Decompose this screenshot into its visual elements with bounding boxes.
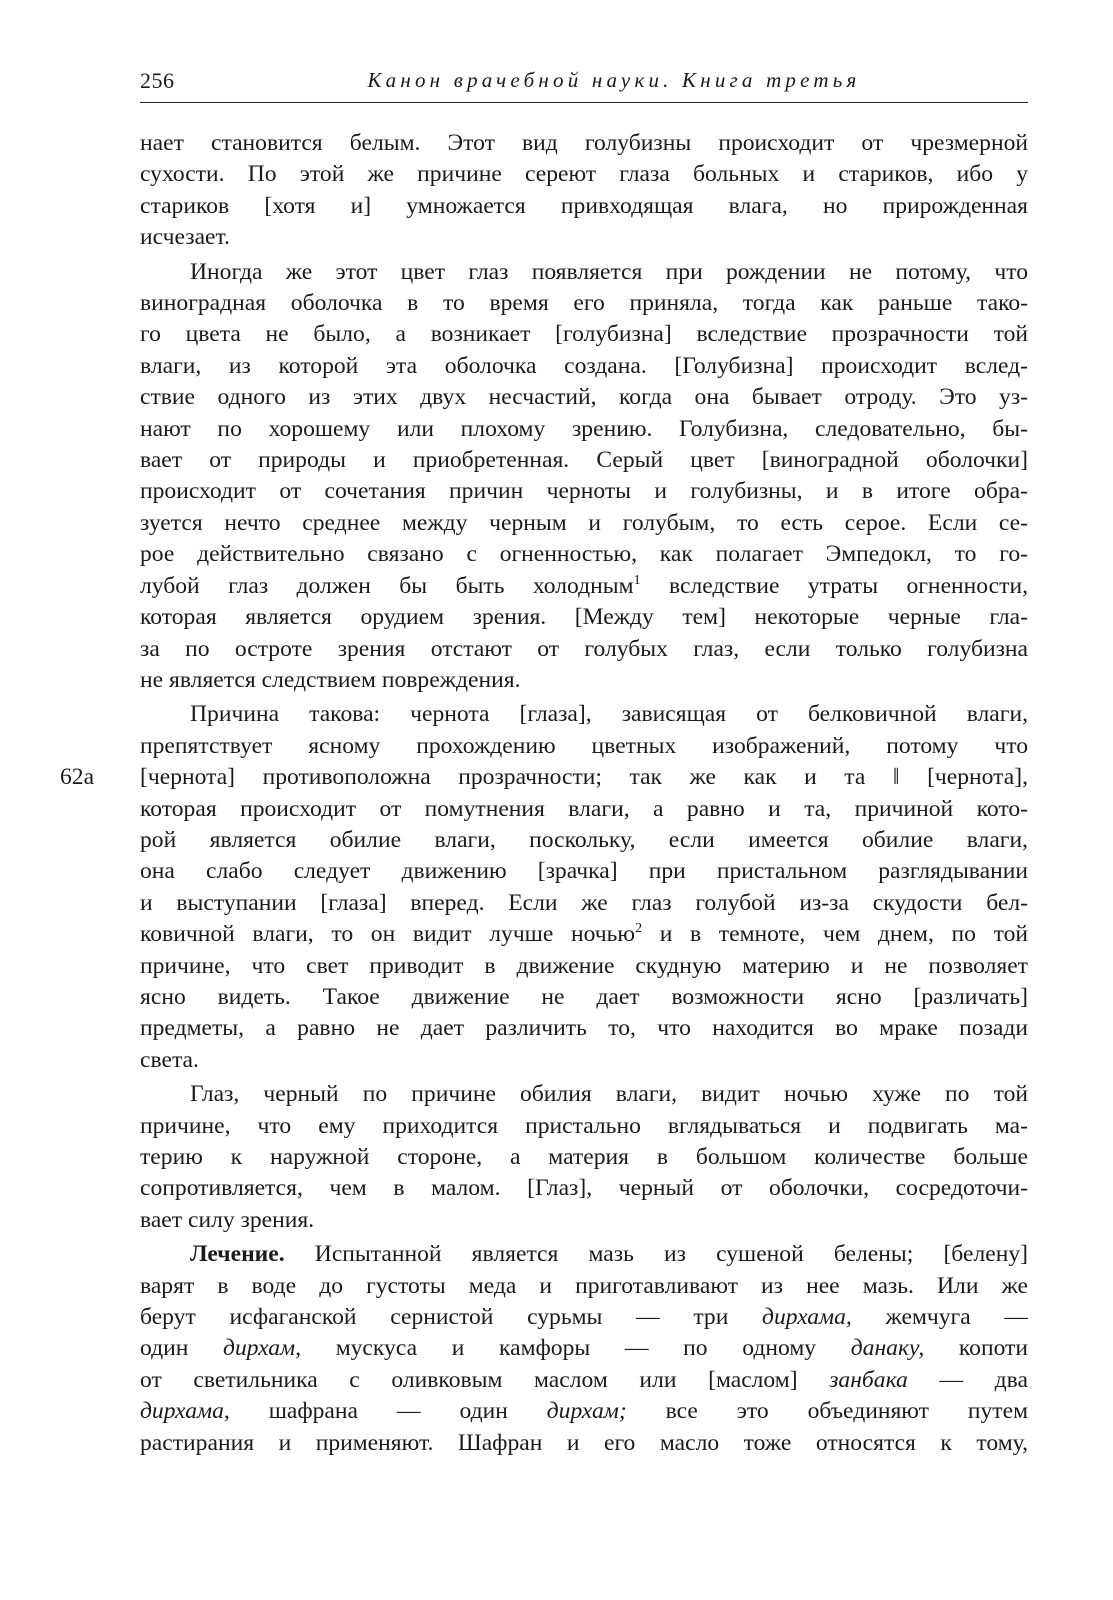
line-text: вследствие утраты огненности,: [640, 572, 1028, 599]
text-line: вает от природы и приобретенная. Серый цвет [виноградной оболочки]: [140, 447, 1028, 474]
text-line: Иногда же этот цвет глаз появляется при рождении не потому, что: [190, 258, 1028, 285]
text-line: нают по хорошему или плохому зрению. Голубизна, следовательно, бы-: [140, 415, 1028, 442]
text-line: [140, 1302, 1028, 1333]
line-text: Испытанной является мазь из сушеной белены; [белену]: [284, 1241, 1028, 1268]
text-line: терию к наружной стороне, а материя в большом количестве больше: [140, 1144, 1028, 1170]
italic-term: дирхама,: [140, 1398, 230, 1425]
text-line: сухости. По этой же причине сереют глаза больных и стариков, ибо у: [140, 161, 1028, 188]
page-header: [140, 62, 1028, 103]
text-line: ясно видеть. Такое движение не дает возможности ясно [различать]: [140, 983, 1028, 1010]
line-text: берут исфаганской сернистой сурьмы — три: [140, 1304, 763, 1331]
text-line: Причина такова: чернота [глаза], зависящая от белковичной влаги,: [190, 701, 1028, 728]
italic-term: занбака: [829, 1366, 908, 1393]
italic-term: данаку,: [850, 1335, 925, 1362]
italic-term: дирхам,: [223, 1335, 302, 1362]
text-line: которая происходит от помутнения влаги, а равно и та, причиной кото-: [140, 795, 1028, 822]
paragraph: [140, 257, 1028, 697]
paragraph-treatment: [140, 1239, 1028, 1459]
text-line: [140, 1333, 1028, 1364]
text-line: она слабо следует движению [зрачка] при пристальном разглядывании: [140, 858, 1028, 885]
text-line: вает силу зрения.: [140, 1206, 315, 1233]
text-line: рое действительно связано с огненностью, как полагает Эмпедокл, то го-: [140, 541, 1028, 568]
line-text: [чернота] противоположна прозрачности; так же как и та ‖ [чернота],: [140, 764, 1028, 791]
line-text: мускуса и камфоры — по одному: [301, 1335, 851, 1362]
text-line: варят в воде до густоты меда и приготавливают из нее мазь. Или же: [140, 1272, 1028, 1299]
italic-term: дирхам;: [546, 1398, 627, 1425]
text-line: не является следствием повреждения.: [140, 666, 521, 693]
text-line: влаги, из которой эта оболочка создана. [Голубизна] происходит вслед-: [140, 352, 1028, 379]
text-line: нает становится белым. Этот вид голубизны происходит от чрезмерной: [140, 130, 1028, 156]
italic-term: дирхама,: [762, 1304, 852, 1331]
text-line: [140, 1239, 1028, 1270]
paragraph: [140, 128, 1028, 254]
text-line: Глаз, черный по причине обилия влаги, видит ночью хуже по той: [190, 1081, 1028, 1108]
line-text: жемчуга —: [851, 1304, 1028, 1331]
line-text: от светильника с оливковым маслом или [маслом]: [140, 1366, 830, 1393]
text-line: препятствует ясному прохождению цветных изображений, потому что: [140, 732, 1028, 759]
text-line: растирания и применяют. Шафран и его масло тоже относятся к тому,: [140, 1429, 1028, 1456]
section-heading: Лечение.: [190, 1241, 285, 1268]
text-line: которая является орудием зрения. [Между тем] некоторые черные гла-: [140, 604, 1028, 631]
text-line: причине, что свет приводит в движение скудную материю и не позволяет: [140, 952, 1028, 979]
text-line-with-margin-marker: [60, 762, 1028, 793]
text-line: исчезает.: [140, 224, 230, 251]
text-line-with-footnote: [140, 571, 1028, 602]
text-line: [140, 1396, 1028, 1427]
line-text: и в темноте, чем днем, по той: [642, 921, 1029, 948]
margin-marker: 62a: [60, 764, 95, 791]
page-body: [60, 128, 1029, 1462]
text-line: и выступании [глаза] вперед. Если же глаз голубой из-за скудости бел-: [140, 889, 1028, 916]
text-line: предметы, а равно не дает различить то, что находится во мраке позади: [140, 1015, 1028, 1042]
page-number: 256: [140, 68, 175, 93]
text-line-with-footnote: [140, 919, 1028, 950]
text-line: сопротивляется, чем в малом. [Глаз], черный от оболочки, сосредоточи-: [140, 1175, 1028, 1202]
text-line: [140, 1365, 1028, 1396]
line-text: — два: [907, 1366, 1028, 1393]
text-line: причине, что ему приходится пристально вглядываться и подвигать ма-: [140, 1112, 1028, 1139]
line-text: лубой глаз должен бы быть холодным: [140, 572, 634, 599]
text-line: за по остроте зрения отстают от голубых глаз, если только голубизна: [140, 635, 1028, 662]
line-text: копоти: [924, 1335, 1028, 1362]
running-title: Канон врачебной науки. Книга третья: [367, 68, 861, 92]
text-line: виноградная оболочка в то время его приняла, тогда как раньше тако-: [140, 290, 1028, 317]
text-line: света.: [140, 1046, 199, 1073]
text-line: ствие одного из этих двух несчастий, когда она бывает отроду. Это уз-: [140, 384, 1028, 411]
text-line: зуется нечто среднее между черным и голубым, то есть серое. Если се-: [140, 509, 1028, 536]
line-text: ковичной влаги, то он видит лучше ночью: [140, 921, 636, 948]
line-text: один: [140, 1335, 224, 1362]
text-line: го цвета не было, а возникает [голубизна] вследствие прозрачности той: [140, 321, 1028, 348]
text-line: стариков [хотя и] умножается привходящая влага, но прирожденная: [140, 192, 1028, 219]
line-text: шафрана — один: [229, 1398, 547, 1425]
text-line: рой является обилие влаги, поскольку, если имеется обилие влаги,: [140, 826, 1028, 853]
footnote-ref: 1: [633, 572, 641, 588]
footnote-ref: 2: [635, 921, 643, 937]
line-text: все это объединяют путем: [626, 1398, 1028, 1425]
paragraph: [60, 699, 1029, 1076]
text-line: происходит от сочетания причин черноты и голубизны, и в итоге обра-: [140, 478, 1028, 505]
paragraph: [140, 1079, 1028, 1236]
